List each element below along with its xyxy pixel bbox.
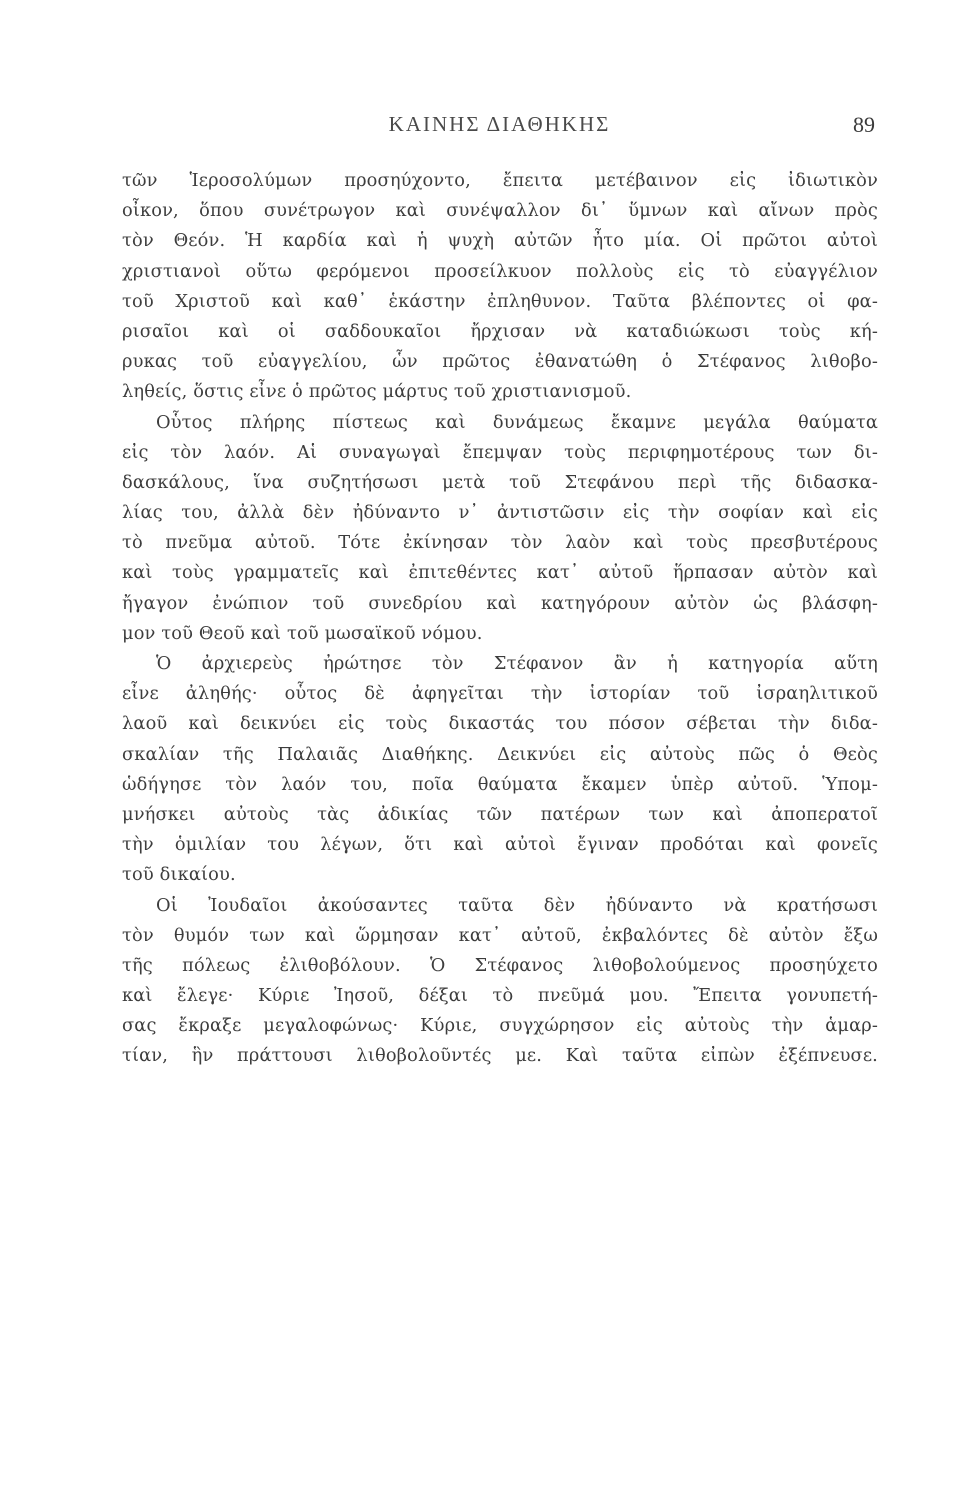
text-line: Οἱ Ἰουδαῖοι ἀκούσαντες ταῦτα δὲν ἠδύναντο νὰ κρατήσωσι [156,894,878,916]
text-line: Ὁ ἀρχιερεὺς ἠρώτησε τὸν Στέφανον ἂν ἡ κατηγορία αὕτη [156,653,878,674]
text-line: σκαλίαν τῆς Παλαιᾶς Διαθήκης. Δεικνύει εἰς αὐτοὺς πῶς ὁ Θεὸς [122,743,878,765]
running-head [122,112,877,142]
text-line: λαοῦ καὶ δεικνύει εἰς τοὺς δικαστάς του πόσον σέβεται τὴν διδα- [122,713,878,735]
text-line: οἶκον, ὅπου συνέτρωγον καὶ συνέψαλλον δι᾽ ὕμνων καὶ αἴνων πρὸς [122,200,878,222]
text-line: Οὗτος πλήρης πίστεως καὶ δυνάμεως ἔκαμνε μεγάλα θαύματα [156,411,878,433]
text-line: ρισαῖοι καὶ οἱ σαδδουκαῖοι ἤρχισαν νὰ καταδιώκωσι τοὺς κή- [122,320,878,342]
text-line: τίαν, ἣν πράττουσι λιθοβολοῦντές με. Καὶ ταῦτα εἰπὼν ἐξέπνευσε. [122,1045,878,1067]
text-line: ληθείς, ὅστις εἶνε ὁ πρῶτος μάρτυς τοῦ χριστιανισμοῦ. [122,381,632,403]
text-line: τῶν Ἱεροσολύμων προσηύχοντο, ἔπειτα μετέβαινον εἰς ἰδιωτικὸν [122,170,878,191]
text-line: ρυκας τοῦ εὐαγγελίου, ὧν πρῶτος ἐθανατώθη ὁ Στέφανος λιθοβο- [122,351,878,373]
text-line: μνήσκει αὐτοὺς τὰς ἀδικίας τῶν πατέρων των καὶ ἀποπερατοῖ [122,803,878,825]
text-line: τῆς πόλεως ἐλιθοβόλουν. Ὁ Στέφανος λιθοβολούμενος προσηύχετο [122,954,878,976]
text-line: μον τοῦ Θεοῦ καὶ τοῦ μωσαϊκοῦ νόμου. [122,622,483,644]
text-line: τὸν θυμόν των καὶ ὥρμησαν κατ᾽ αὐτοῦ, ἐκβαλόντες δὲ αὐτὸν ἔξω [122,924,878,946]
text-line: τὸ πνεῦμα αὐτοῦ. Τότε ἐκίνησαν τὸν λαὸν καὶ τοὺς πρεσβυτέρους [122,532,878,554]
text-line: τὸν Θεόν. Ἡ καρδία καὶ ἡ ψυχὴ αὐτῶν ἦτο μία. Οἱ πρῶτοι αὐτοὶ [122,230,878,252]
text-line: χριστιανοὶ οὕτω φερόμενοι προσείλκυον πολλοὺς εἰς τὸ εὐαγγέλιον [122,260,878,282]
text-line: καὶ τοὺς γραμματεῖς καὶ ἐπιτεθέντες κατ᾽ αὐτοῦ ἥρπασαν αὐτὸν καὶ [122,562,878,584]
text-line: ἤγαγον ἐνώπιον τοῦ συνεδρίου καὶ κατηγόρουν αὐτὸν ὡς βλάσφη- [122,592,878,614]
text-line: σας ἔκραξε μεγαλοφώνως· Κύριε, συγχώρησον εἰς αὐτοὺς τὴν ἁμαρ- [122,1015,878,1037]
text-line: καὶ ἔλεγε· Κύριε Ἰησοῦ, δέξαι τὸ πνεῦμά μου. Ἔπειτα γονυπετή- [122,985,878,1007]
text-line: τοῦ Χριστοῦ καὶ καθ᾽ ἑκάστην ἐπληθυνον. Ταῦτα βλέποντες οἱ φα- [122,290,878,312]
page-number: 89 [853,112,875,137]
text-line: τὴν ὁμιλίαν του λέγων, ὅτι καὶ αὐτοὶ ἔγιναν προδόται καὶ φονεῖς [122,834,878,856]
running-title: ΚΑΙΝΗΣ ΔΙΑΘΗΚΗΣ [388,112,611,136]
text-line: ὡδήγησε τὸν λαόν του, ποῖα θαύματα ἔκαμεν ὑπὲρ αὐτοῦ. Ὑπομ- [122,773,878,795]
text-line: λίας του, ἀλλὰ δὲν ἠδύναντο ν᾽ ἀντιστῶσιν εἰς τὴν σοφίαν καὶ εἰς [122,502,878,524]
body-text [122,166,878,1072]
text-line: τοῦ δικαίου. [122,864,236,886]
text-line: εἰς τὸν λαόν. Αἱ συναγωγαὶ ἔπεμψαν τοὺς περιφημοτέρους των δι- [122,441,878,463]
text-line: δασκάλους, ἵνα συζητήσωσι μετὰ τοῦ Στεφάνου περὶ τῆς διδασκα- [122,471,878,493]
text-line: εἶνε ἀληθής· οὗτος δὲ ἀφηγεῖται τὴν ἱστορίαν τοῦ ἰσραηλιτικοῦ [122,683,878,705]
